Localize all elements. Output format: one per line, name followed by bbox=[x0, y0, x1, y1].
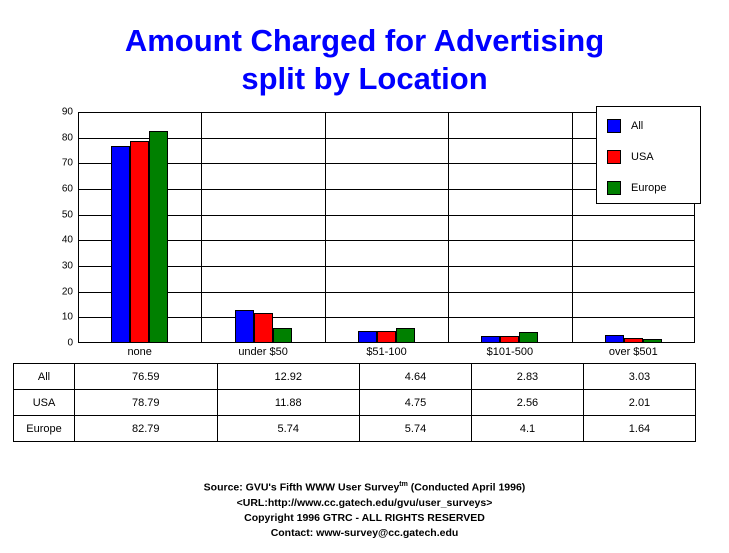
x-axis-label: none bbox=[127, 346, 152, 358]
legend-swatch-icon bbox=[607, 181, 621, 195]
bar-europe-4 bbox=[643, 339, 662, 343]
footer-credits bbox=[0, 477, 729, 541]
table-cell: 11.88 bbox=[217, 390, 360, 416]
legend bbox=[596, 106, 701, 204]
table-cell: 4.75 bbox=[360, 390, 472, 416]
y-axis-tick-label: 70 bbox=[61, 157, 73, 169]
chart-title-line-1: Amount Charged for Advertising bbox=[124, 23, 605, 58]
footer-source-text: Source: GVU's Fifth WWW User Survey bbox=[203, 481, 400, 494]
bar-europe-2 bbox=[396, 328, 415, 343]
table-cell: 4.64 bbox=[360, 364, 472, 390]
table-cell: 76.59 bbox=[75, 364, 218, 390]
table-cell: 12.92 bbox=[217, 364, 360, 390]
bar-all-1 bbox=[235, 310, 254, 343]
footer-line-2: <URL:http://www.cc.gatech.edu/gvu/user_surveys> bbox=[236, 496, 493, 509]
legend-swatch-icon bbox=[607, 119, 621, 133]
bar-usa-1 bbox=[254, 313, 273, 343]
bar-usa-4 bbox=[624, 338, 643, 343]
bar-all-2 bbox=[358, 331, 377, 343]
table-cell: 78.79 bbox=[75, 390, 218, 416]
bar-usa-3 bbox=[500, 336, 519, 343]
y-axis-tick-label: 60 bbox=[61, 183, 73, 195]
table-cell: 2.01 bbox=[583, 390, 695, 416]
y-axis-tick-label: 50 bbox=[61, 209, 73, 221]
footer-line-4: Contact: www-survey@cc.gatech.edu bbox=[270, 526, 459, 539]
gridline-vertical bbox=[201, 112, 202, 343]
gridline-vertical bbox=[572, 112, 573, 343]
table-cell: 4.1 bbox=[471, 416, 583, 442]
x-axis-label: under $50 bbox=[238, 346, 288, 358]
bar-group bbox=[481, 112, 538, 343]
legend-label: Europe bbox=[631, 182, 667, 194]
data-table bbox=[13, 363, 696, 442]
table-cell: 2.56 bbox=[471, 390, 583, 416]
table-cell: 2.83 bbox=[471, 364, 583, 390]
bar-all-0 bbox=[111, 146, 130, 343]
table-row bbox=[14, 364, 696, 390]
x-axis-label: $101-500 bbox=[486, 346, 534, 358]
y-axis-tick-label: 90 bbox=[61, 106, 73, 118]
table-row bbox=[14, 416, 696, 442]
bar-usa-0 bbox=[130, 141, 149, 343]
chart-title bbox=[0, 22, 729, 98]
footer-date-text: (Conducted April 1996) bbox=[410, 481, 526, 494]
table-row bbox=[14, 390, 696, 416]
table-cell: 1.64 bbox=[583, 416, 695, 442]
gridline-vertical bbox=[448, 112, 449, 343]
y-axis-tick-label: 0 bbox=[67, 337, 73, 349]
y-axis-tick-label: 10 bbox=[61, 311, 73, 323]
bar-group bbox=[111, 112, 168, 343]
bar-group bbox=[358, 112, 415, 343]
bar-all-3 bbox=[481, 336, 500, 343]
bar-all-4 bbox=[605, 335, 624, 343]
footer-line-3: Copyright 1996 GTRC - ALL RIGHTS RESERVED bbox=[244, 511, 485, 524]
y-axis-tick-label: 80 bbox=[61, 132, 73, 144]
bar-europe-3 bbox=[519, 332, 538, 343]
table-cell: 5.74 bbox=[360, 416, 472, 442]
table-row-header: USA bbox=[14, 390, 75, 416]
footer-line-1 bbox=[0, 477, 729, 496]
legend-label: All bbox=[631, 120, 644, 132]
legend-label: USA bbox=[631, 151, 654, 163]
legend-swatch-icon bbox=[607, 150, 621, 164]
chart-title-line-2: split by Location bbox=[241, 61, 488, 96]
y-axis-tick-label: 30 bbox=[61, 260, 73, 272]
bar-europe-1 bbox=[273, 328, 292, 343]
y-axis-tick-label: 40 bbox=[61, 234, 73, 246]
footer-trademark: tm bbox=[399, 481, 408, 488]
x-axis-label: over $501 bbox=[608, 346, 658, 358]
y-axis-tick-label: 20 bbox=[61, 286, 73, 298]
table-cell: 82.79 bbox=[75, 416, 218, 442]
table-cell: 3.03 bbox=[583, 364, 695, 390]
gridline-vertical bbox=[325, 112, 326, 343]
x-axis-label: $51-100 bbox=[366, 346, 407, 358]
table-row-header: Europe bbox=[14, 416, 75, 442]
table-row-header: All bbox=[14, 364, 75, 390]
bar-usa-2 bbox=[377, 331, 396, 343]
table-cell: 5.74 bbox=[217, 416, 360, 442]
bar-group bbox=[235, 112, 292, 343]
bar-europe-0 bbox=[149, 131, 168, 343]
